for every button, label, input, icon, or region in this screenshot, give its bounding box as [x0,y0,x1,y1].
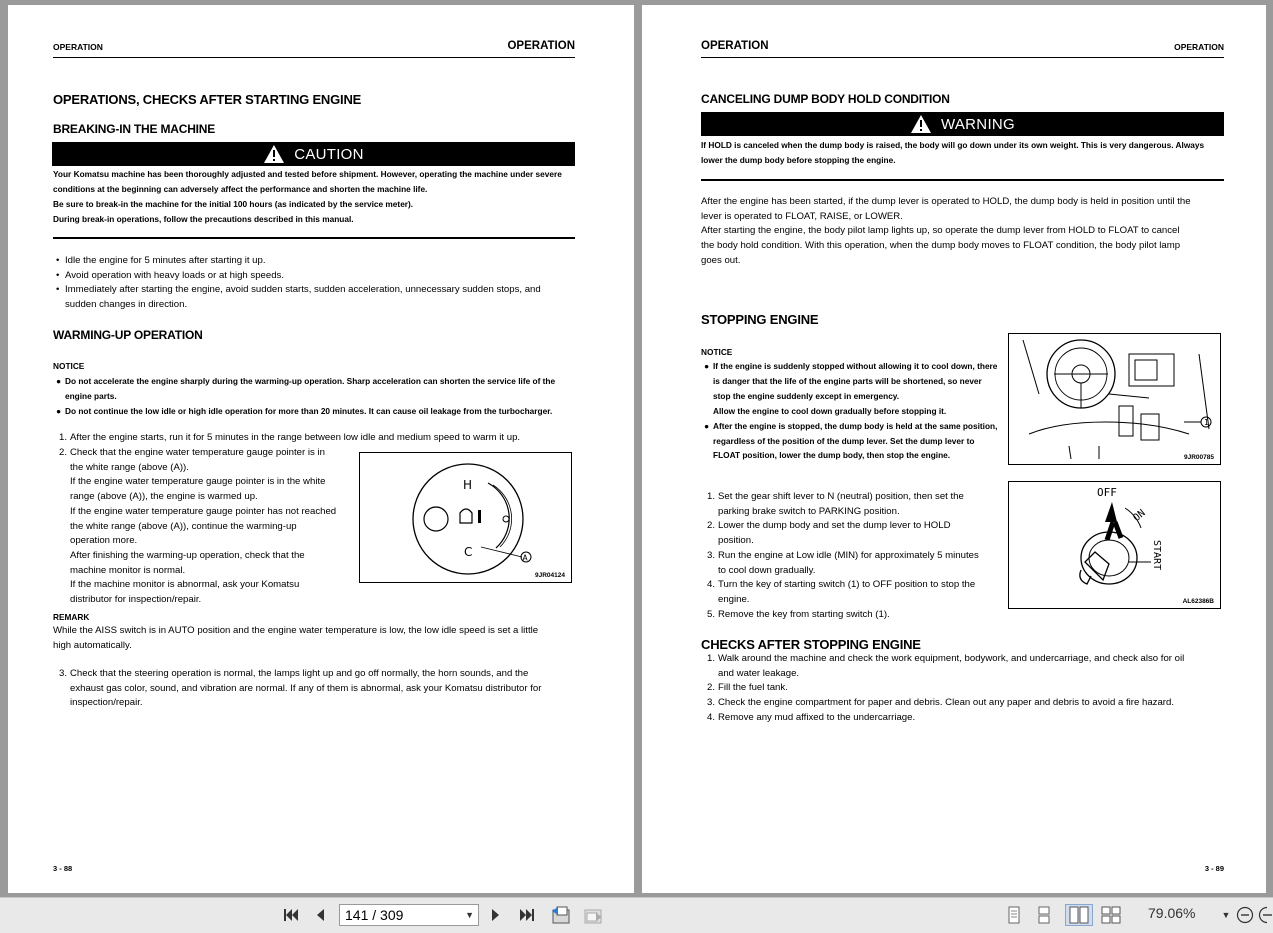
next-page-icon [490,907,502,923]
continuous-page-icon [1037,906,1051,924]
last-page-icon [518,907,536,923]
facing-pages-view-button[interactable] [1065,904,1093,926]
left-page [8,5,634,893]
key-off-label: OFF [1097,486,1117,499]
list-item: 4. Remove any mud affixed to the undercarriage. [707,711,916,723]
cab-dashboard-illustration [1009,334,1220,464]
notice-item: ● After the engine is stopped, the dump body is held at the same position, [704,420,998,431]
running-header-left: OPERATION [53,42,103,52]
zoom-out-button[interactable] [1235,905,1255,925]
warning-triangle-icon [263,144,285,164]
warning-triangle-icon [910,114,932,134]
first-page-icon [282,907,300,923]
zoom-level[interactable]: 79.06% [1148,905,1196,921]
previous-page-icon [314,907,326,923]
page-number-value: 141 / 309 [345,907,404,923]
warning-text: If HOLD is canceled when the dump body is raised, the body will go down under its own weight. This is very dangerous. Always lower the dump body before stopping the engine. [701,140,1205,165]
caution-line: Your Komatsu machine has been thoroughly adjusted and tested before shipment. However, operating the machine under severe [53,169,562,179]
list-item: 4. Turn the key of starting switch (1) to OFF position to stop the [707,579,976,591]
notice-list [701,359,1003,463]
warmup-heading: WARMING-UP OPERATION [53,328,203,342]
facing-pages-icon [1069,906,1089,924]
notice-item: ● Do not accelerate the engine sharply during the warming-up operation. Sharp acceleration can shorten the service life of the [56,376,556,386]
cab-figure [1008,333,1221,465]
list-item-continuation: and water leakage. [718,667,800,679]
section-title: OPERATIONS, CHECKS AFTER STARTING ENGINE [53,92,362,107]
temperature-gauge-figure [359,452,572,583]
figure-code: 9JR04124 [535,572,565,579]
warning-bar [701,112,1224,136]
callout-1: 1 [1204,418,1209,427]
caution-text [53,167,578,227]
right-page [642,5,1266,893]
viewer-toolbar [0,897,1273,933]
remark-text: While the AISS switch is in AUTO position and the engine water temperature is low, the low idle speed is set a little high automatically. [53,625,539,651]
key-on-label: ON [1131,507,1148,524]
previous-page-button[interactable] [313,905,327,925]
zoom-dropdown-chevron-icon[interactable]: ▼ [1221,910,1231,920]
continuous-view-button[interactable] [1035,905,1053,925]
continuous-facing-icon [1101,906,1121,924]
stopping-steps [701,490,1003,622]
notice-item: ● Do not continue the low idle or high idle operation for more than 20 minutes. It can cause oil leakage from the turbocharger. [56,405,553,416]
go-forward-view-button[interactable] [582,905,604,925]
cancel-text: After the engine has been started, if the dump lever is operated to HOLD, the dump body is held in position until the lever is operated to FLOAT, RAISE, or LOWER. After starting the engine, the body pilot lamp lights up, so operate the dump lever from HOLD to FLOAT to cancel the body hold condition. With this operation, when the dump body moves to FLOAT condition, the body pilot lamp goes out. [701,196,1191,266]
list-item-continuation: sudden changes in direction. [65,299,188,311]
gauge-c-label: C [464,545,473,559]
notice-item: ● If the engine is suddenly stopped without allowing it to cool down, there [704,361,998,371]
key-start-label: START [1151,540,1162,571]
checks-heading: CHECKS AFTER STOPPING ENGINE [701,637,921,652]
notice-label: NOTICE [53,361,85,371]
caution-line: Be sure to break-in the machine for the initial 100 hours (as indicated by the service meter). [53,198,414,209]
last-page-button[interactable] [517,905,537,925]
cancel-heading: CANCELING DUMP BODY HOLD CONDITION [701,92,950,106]
single-page-icon [1007,906,1021,924]
zoom-out-icon [1236,906,1254,924]
notice-item-continuation: regardless of the position of the dump lever. Set the dump lever to [713,435,975,446]
running-header-right: OPERATION [507,40,575,52]
warmup-step-2: 2. Check that the engine water temperature gauge pointer is in the white range (above (A)). If the engine water temperature gauge pointer is in the white range (above (A)), the engine is warmed up. If the engine water temperature gauge pointer has not reached the white range (above (A)), continue the warming-up operation more. After finishing the warming-up operation, check that the machine monitor is normal. If the machine monitor is abnormal, ask your Komatsu distributor for inspection/repair. [59,447,337,606]
list-item: 3. Check the engine compartment for paper and debris. Clean out any paper and debris to avoid a fire hazard. [707,697,1174,709]
list-item-continuation: position. [718,535,754,547]
page-number: 3 - 89 [1204,864,1224,873]
previous-view-icon [550,905,572,925]
figure-code: AL62386B [1182,598,1214,605]
starting-switch-illustration [1009,482,1220,608]
notice-item-continuation: Allow the engine to cool down gradually before stopping it. [713,405,947,416]
warmup-step-1: 1. After the engine starts, run it for 5 minutes in the range between low idle and medium speed to warm it up. [59,432,521,443]
go-back-view-button[interactable] [550,905,572,925]
breakin-heading: BREAKING-IN THE MACHINE [53,122,216,136]
list-item: 5. Remove the key from starting switch (1). [707,608,890,620]
caution-bar [52,142,575,166]
running-header-left: OPERATION [701,40,769,52]
next-view-icon [582,905,604,925]
single-page-view-button[interactable] [1005,905,1023,925]
chevron-down-icon[interactable]: ▼ [465,910,474,920]
list-item: • Avoid operation with heavy loads or at high speeds. [56,269,285,281]
notice-item-continuation: is danger that the life of the engine parts will be shortened, so never [713,375,982,386]
caution-end-rule [53,237,575,239]
list-item-continuation: engine. [718,593,750,605]
key-switch-figure [1008,481,1221,609]
next-page-button[interactable] [489,905,503,925]
zoom-in-button[interactable] [1258,905,1272,925]
notice-label: NOTICE [701,347,733,357]
list-item: 1. Walk around the machine and check the work equipment, bodywork, and undercarriage, and check also for oil [707,653,1185,664]
list-item: 1. Set the gear shift lever to N (neutral) position, then set the [707,491,964,502]
notice-item-continuation: stop the engine suddenly except in emergency. [713,390,900,401]
header-rule [701,57,1224,58]
page-number: 3 - 88 [53,864,73,873]
notice-list [53,374,578,419]
list-item: 2. Fill the fuel tank. [707,682,788,694]
breakin-list [53,254,578,313]
list-item-continuation: to cool down gradually. [718,564,816,576]
gauge-h-label: H [463,478,473,492]
list-item: 2. Lower the dump body and set the dump lever to HOLD [707,520,951,532]
warning-label: WARNING [940,115,1016,133]
running-header-right: OPERATION [1174,42,1224,52]
list-item: 3. Run the engine at Low idle (MIN) for approximately 5 minutes [707,549,979,561]
notice-item-continuation: FLOAT position, lower the dump body, then stop the engine. [713,450,951,461]
caution-line: During break-in operations, follow the precautions described in this manual. [53,213,354,224]
first-page-button[interactable] [282,905,300,925]
page-number-field[interactable] [339,904,479,926]
warmup-step-3: 3. Check that the steering operation is normal, the lamps light up and go off normally, the horn sounds, and the exhaust gas color, sound, and vibration are normal. If any of them is abnormal, ask your Komatsu distributor for inspection/repair. [59,668,542,709]
list-item: • Immediately after starting the engine, avoid sudden starts, sudden acceleration, unnecessary sudden stops, and [56,284,541,296]
header-rule [53,57,575,58]
temperature-gauge-illustration [360,453,571,582]
warning-end-rule [701,179,1224,181]
gauge-a-label: A [522,553,528,563]
figure-code: 9JR00785 [1184,454,1214,461]
remark-label: REMARK [53,612,90,622]
caution-label: CAUTION [294,145,364,163]
caution-line: conditions at the beginning can adversely affect the performance and shorten the machine life. [53,183,428,194]
notice-item-continuation: engine parts. [65,390,117,401]
continuous-facing-view-button[interactable] [1100,905,1122,925]
checks-steps [701,652,1226,726]
zoom-in-icon [1258,906,1272,924]
list-item-continuation: parking brake switch to PARKING position. [718,505,900,517]
stopping-heading: STOPPING ENGINE [701,312,819,327]
list-item: • Idle the engine for 5 minutes after starting it up. [56,255,266,266]
